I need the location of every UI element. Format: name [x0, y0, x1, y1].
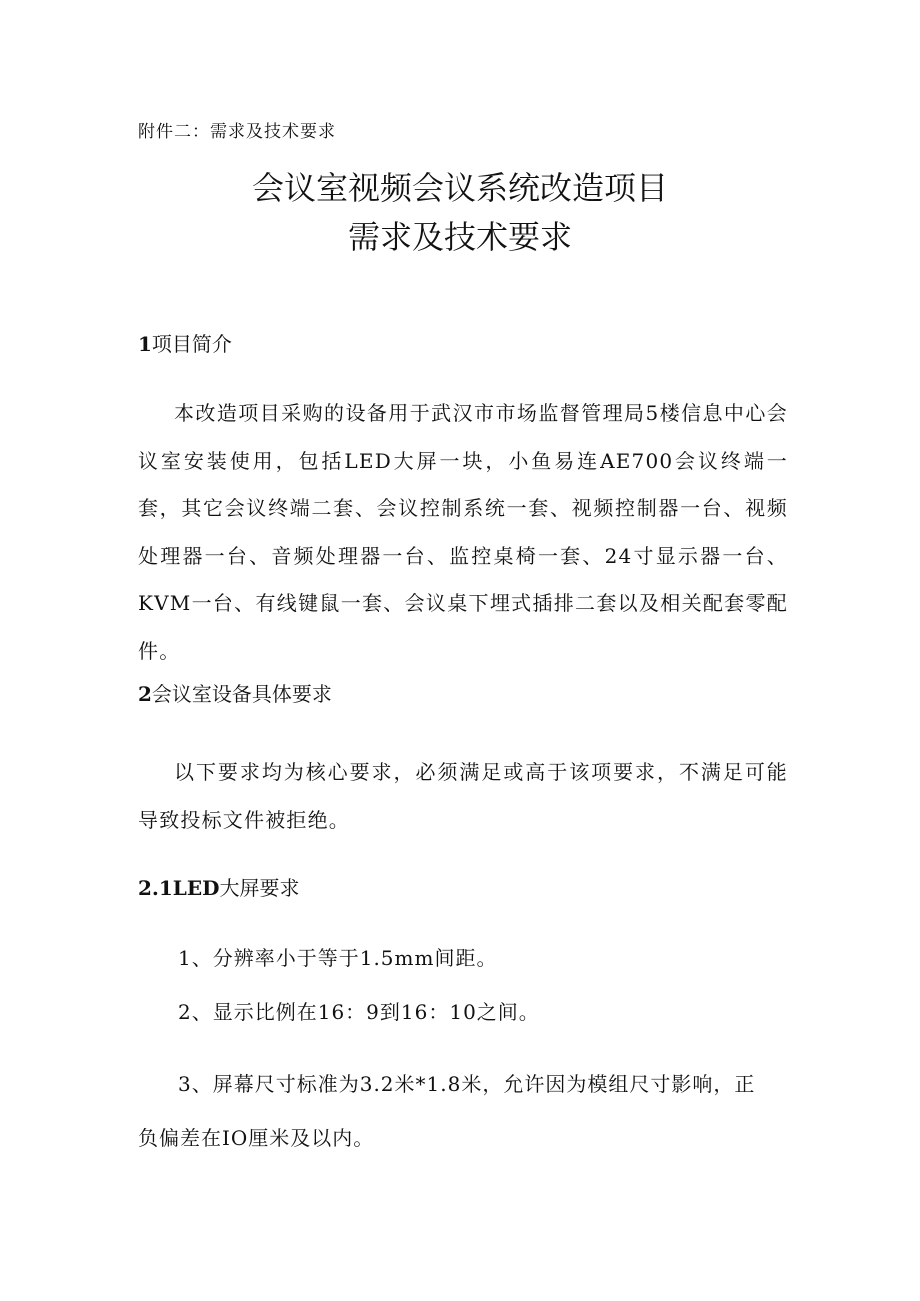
section1-heading — [138, 330, 232, 358]
section1-body: 本改造项目采购的设备用于武汉市市场监督管理局5楼信息中心会议室安装使用，包括LED大屏一块，小鱼易连AE700会议终端一套，其它会议终端二套、会议控制系统一套、视频控制器一台、视频处理器一台、音频处理器一台、监控桌椅一套、24寸显示器一台、KVM一台、有线键鼠一套、会议桌下埋式插排二套以及相关配套零配件。 — [138, 401, 788, 663]
section2-1-heading — [138, 874, 299, 902]
section2-number: 2 — [138, 682, 152, 706]
annex-label: 附件二：需求及技术要求 — [138, 122, 336, 142]
section1-heading-text: 项目简介 — [151, 332, 232, 356]
section2-heading — [138, 680, 332, 708]
document-title-line1: 会议室视频会议系统改造项目 — [251, 169, 668, 207]
document-title-line2: 需求及技术要求 — [347, 218, 572, 256]
section2-1-heading-text: 大屏要求 — [219, 876, 300, 900]
requirement-item: 1、分辨率小于等于1.5mm间距。 — [178, 946, 498, 970]
section2-1-number: 2.1LED — [138, 876, 220, 900]
section2-body: 以下要求均为核心要求，必须满足或高于该项要求，不满足可能导致投标文件被拒绝。 — [138, 760, 788, 832]
section1-number: 1 — [138, 332, 152, 356]
requirement-item: 2、显示比例在16：9到16：10之间。 — [178, 1000, 540, 1024]
requirement-item3-line2: 负偏差在IO厘米及以内。 — [138, 1126, 375, 1150]
section2-heading-text: 会议室设备具体要求 — [151, 682, 332, 706]
requirement-item3-line1: 3、屏幕尺寸标准为3.2米*1.8米，允许因为模组尺寸影响，正 — [178, 1072, 756, 1096]
